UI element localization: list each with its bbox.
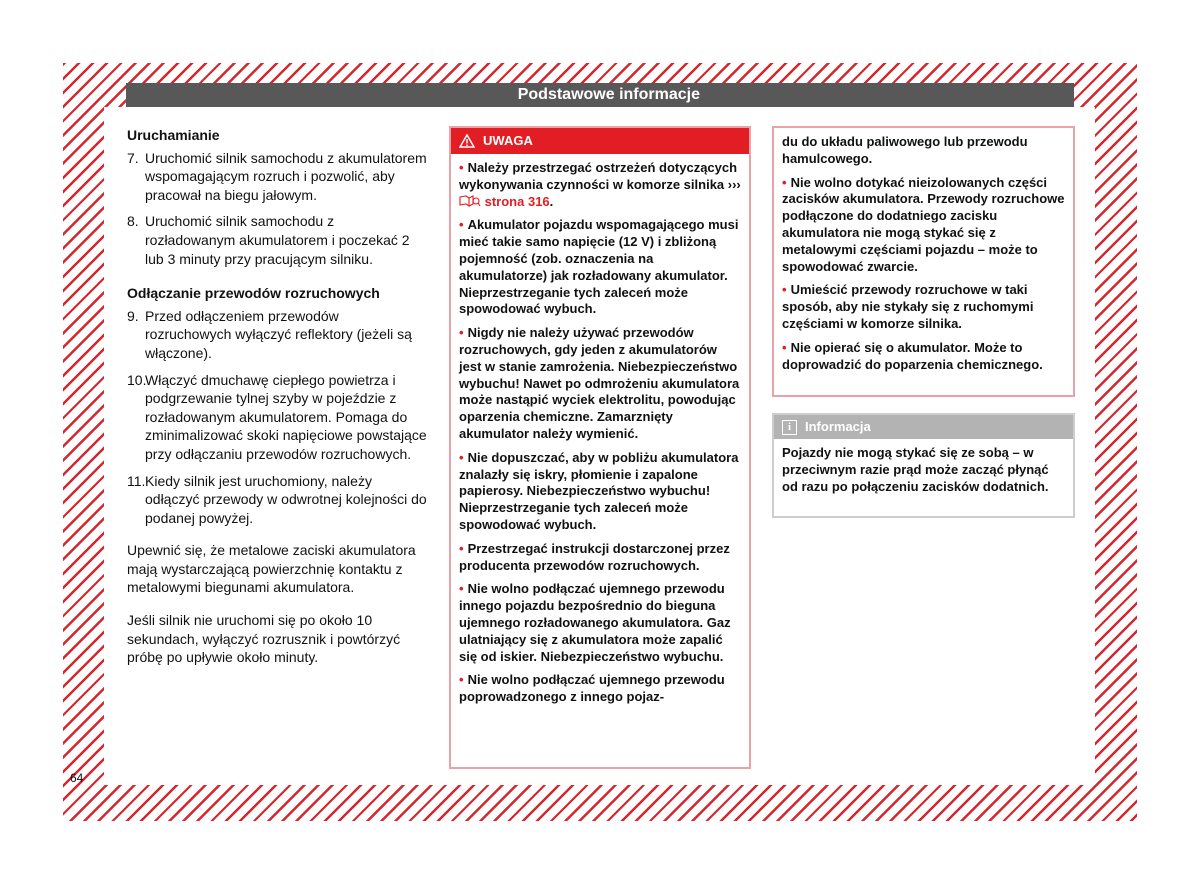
bullet-icon: • <box>459 217 464 233</box>
warning-title: UWAGA <box>483 133 533 148</box>
section-heading-disconnect: Odłączanie przewodów rozruchowych <box>127 285 380 302</box>
page-title: Podstawowe informacje <box>126 83 1074 107</box>
list-item: • Nie dopuszczać, aby w pobliżu akumulatora znalazły się iskry, płomienie i zapalone papierosy. Niebezpieczeństwo wybuchu! Nieprzestrzeganie tych zaleceń może spowodować wybuch. <box>459 449 739 532</box>
warning-body <box>451 154 749 706</box>
bullet-icon: • <box>459 449 464 465</box>
list-item: 9. Przed odłączeniem przewodów rozruchowych wyłączyć reflektory (jeżeli są włączone). <box>127 307 412 361</box>
bullet-icon: • <box>782 282 787 298</box>
left-column <box>127 126 427 667</box>
list-item: 7. Uruchomić silnik samochodu z akumulatorem wspomagającym rozruch i pozwolić, aby pracował na biegu jałowym. <box>127 149 427 203</box>
warning-box <box>449 126 751 769</box>
bullet-icon: • <box>782 174 787 190</box>
start-steps-list <box>127 149 427 269</box>
list-item: • Akumulator pojazdu wspomagającego musi mieć takie samo napięcie (12 V) i zbliżoną pojemność (zob. oznaczenia na akumulatorze) jak rozładowany akumulator. Nieprzestrzeganie tych zaleceń może spowodować wybuch. <box>459 217 739 317</box>
bullet-icon: • <box>782 339 787 355</box>
list-item: • Nie wolno dotykać nieizolowanych części zacisków akumulatora. Przewody rozruchowe podłączone do dodatniego zacisku akumulatora nie mogą stykać się z metalowymi częściami pojazdu – może to spowodować zwarcie. <box>782 174 1065 274</box>
list-item: • Nigdy nie należy używać przewodów rozruchowych, gdy jeden z akumulatorów jest w stanie zamrożenia. Niebezpieczeństwo wybuchu! Nawet po odmrożeniu akumulatora może nastąpić wyciek elektrolitu, powodując oparzenia chemiczne. Zamarznięty akumulator należy wymienić. <box>459 325 740 441</box>
disconnect-steps-list <box>127 307 427 528</box>
continuation-body <box>782 134 1065 373</box>
info-box <box>772 413 1075 518</box>
continuation-lead: du do układu paliwowego lub przewodu hamulcowego. <box>782 134 1028 166</box>
warning-continuation-box <box>772 126 1075 397</box>
warning-triangle-icon <box>459 134 475 148</box>
list-item: • Przestrzegać instrukcji dostarczonej przez producenta przewodów rozruchowych. <box>459 540 730 573</box>
bullet-icon: • <box>459 325 464 341</box>
list-item: 8. Uruchomić silnik samochodu z rozładowanym akumulatorem i poczekać 2 lub 3 minuty przy pracującym silniku. <box>127 213 410 267</box>
info-text: Pojazdy nie mogą stykać się ze sobą – w przeciwnym razie prąd może zacząć płynąć od razu po połączeniu zacisków dodatnich. <box>782 445 1049 494</box>
list-item: • Nie wolno podłączać ujemnego przewodu innego pojazdu bezpośrednio do bieguna ujemnego rozładowanego akumulatora. Gaz ulatniający się z akumulatora może zapalić się od iskier. Niebezpieczeństwo wybuchu. <box>459 581 731 664</box>
list-item: • Nie opierać się o akumulator. Może to doprowadzić do poparzenia chemicznego. <box>782 339 1043 372</box>
info-icon: i <box>782 420 797 435</box>
section-heading-start: Uruchamianie <box>127 127 220 143</box>
bullet-icon: • <box>459 581 464 597</box>
list-item: 11. Kiedy silnik jest uruchomiony, należy odłączyć przewody w odwrotnej kolejności do podanej powyżej. <box>127 472 427 526</box>
page-number: 64 <box>70 771 84 785</box>
page-reference-link[interactable]: strona 316 <box>484 193 550 209</box>
book-reference-icon <box>459 195 481 207</box>
bullet-icon: • <box>459 540 464 556</box>
list-item: • Nie wolno podłączać ujemnego przewodu poprowadzonego z innego pojaz- <box>459 672 725 705</box>
bullet-icon: • <box>459 160 464 175</box>
list-item: • Należy przestrzegać ostrzeżeń dotyczących wykonywania czynności w komorze silnika ››› strona 316. <box>459 160 741 209</box>
warning-header <box>451 128 749 154</box>
paragraph: Jeśli silnik nie uruchomi się po około 10 sekundach, wyłączyć rozrusznik i powtórzyć próbę po upływie około minuty. <box>127 612 401 666</box>
list-item: 10. Włączyć dmuchawę ciepłego powietrza i podgrzewanie tylnej szyby w pojeździe z rozładowanym akumulatorem. Pomaga do zminimalizować skoki napięciowe powstające przy odłączaniu przewodów rozruchowych. <box>127 371 427 462</box>
list-item: • Umieścić przewody rozruchowe w taki sposób, aby nie stykały się z ruchomymi częściami w komorze silnika. <box>782 282 1034 331</box>
info-header <box>774 415 1073 439</box>
paragraph: Upewnić się, że metalowe zaciski akumulatora mają wystarczającą powierzchnię kontaktu z metalowymi biegunami akumulatora. <box>127 542 416 596</box>
bullet-icon: • <box>459 672 464 688</box>
info-title: Informacja <box>805 419 871 434</box>
